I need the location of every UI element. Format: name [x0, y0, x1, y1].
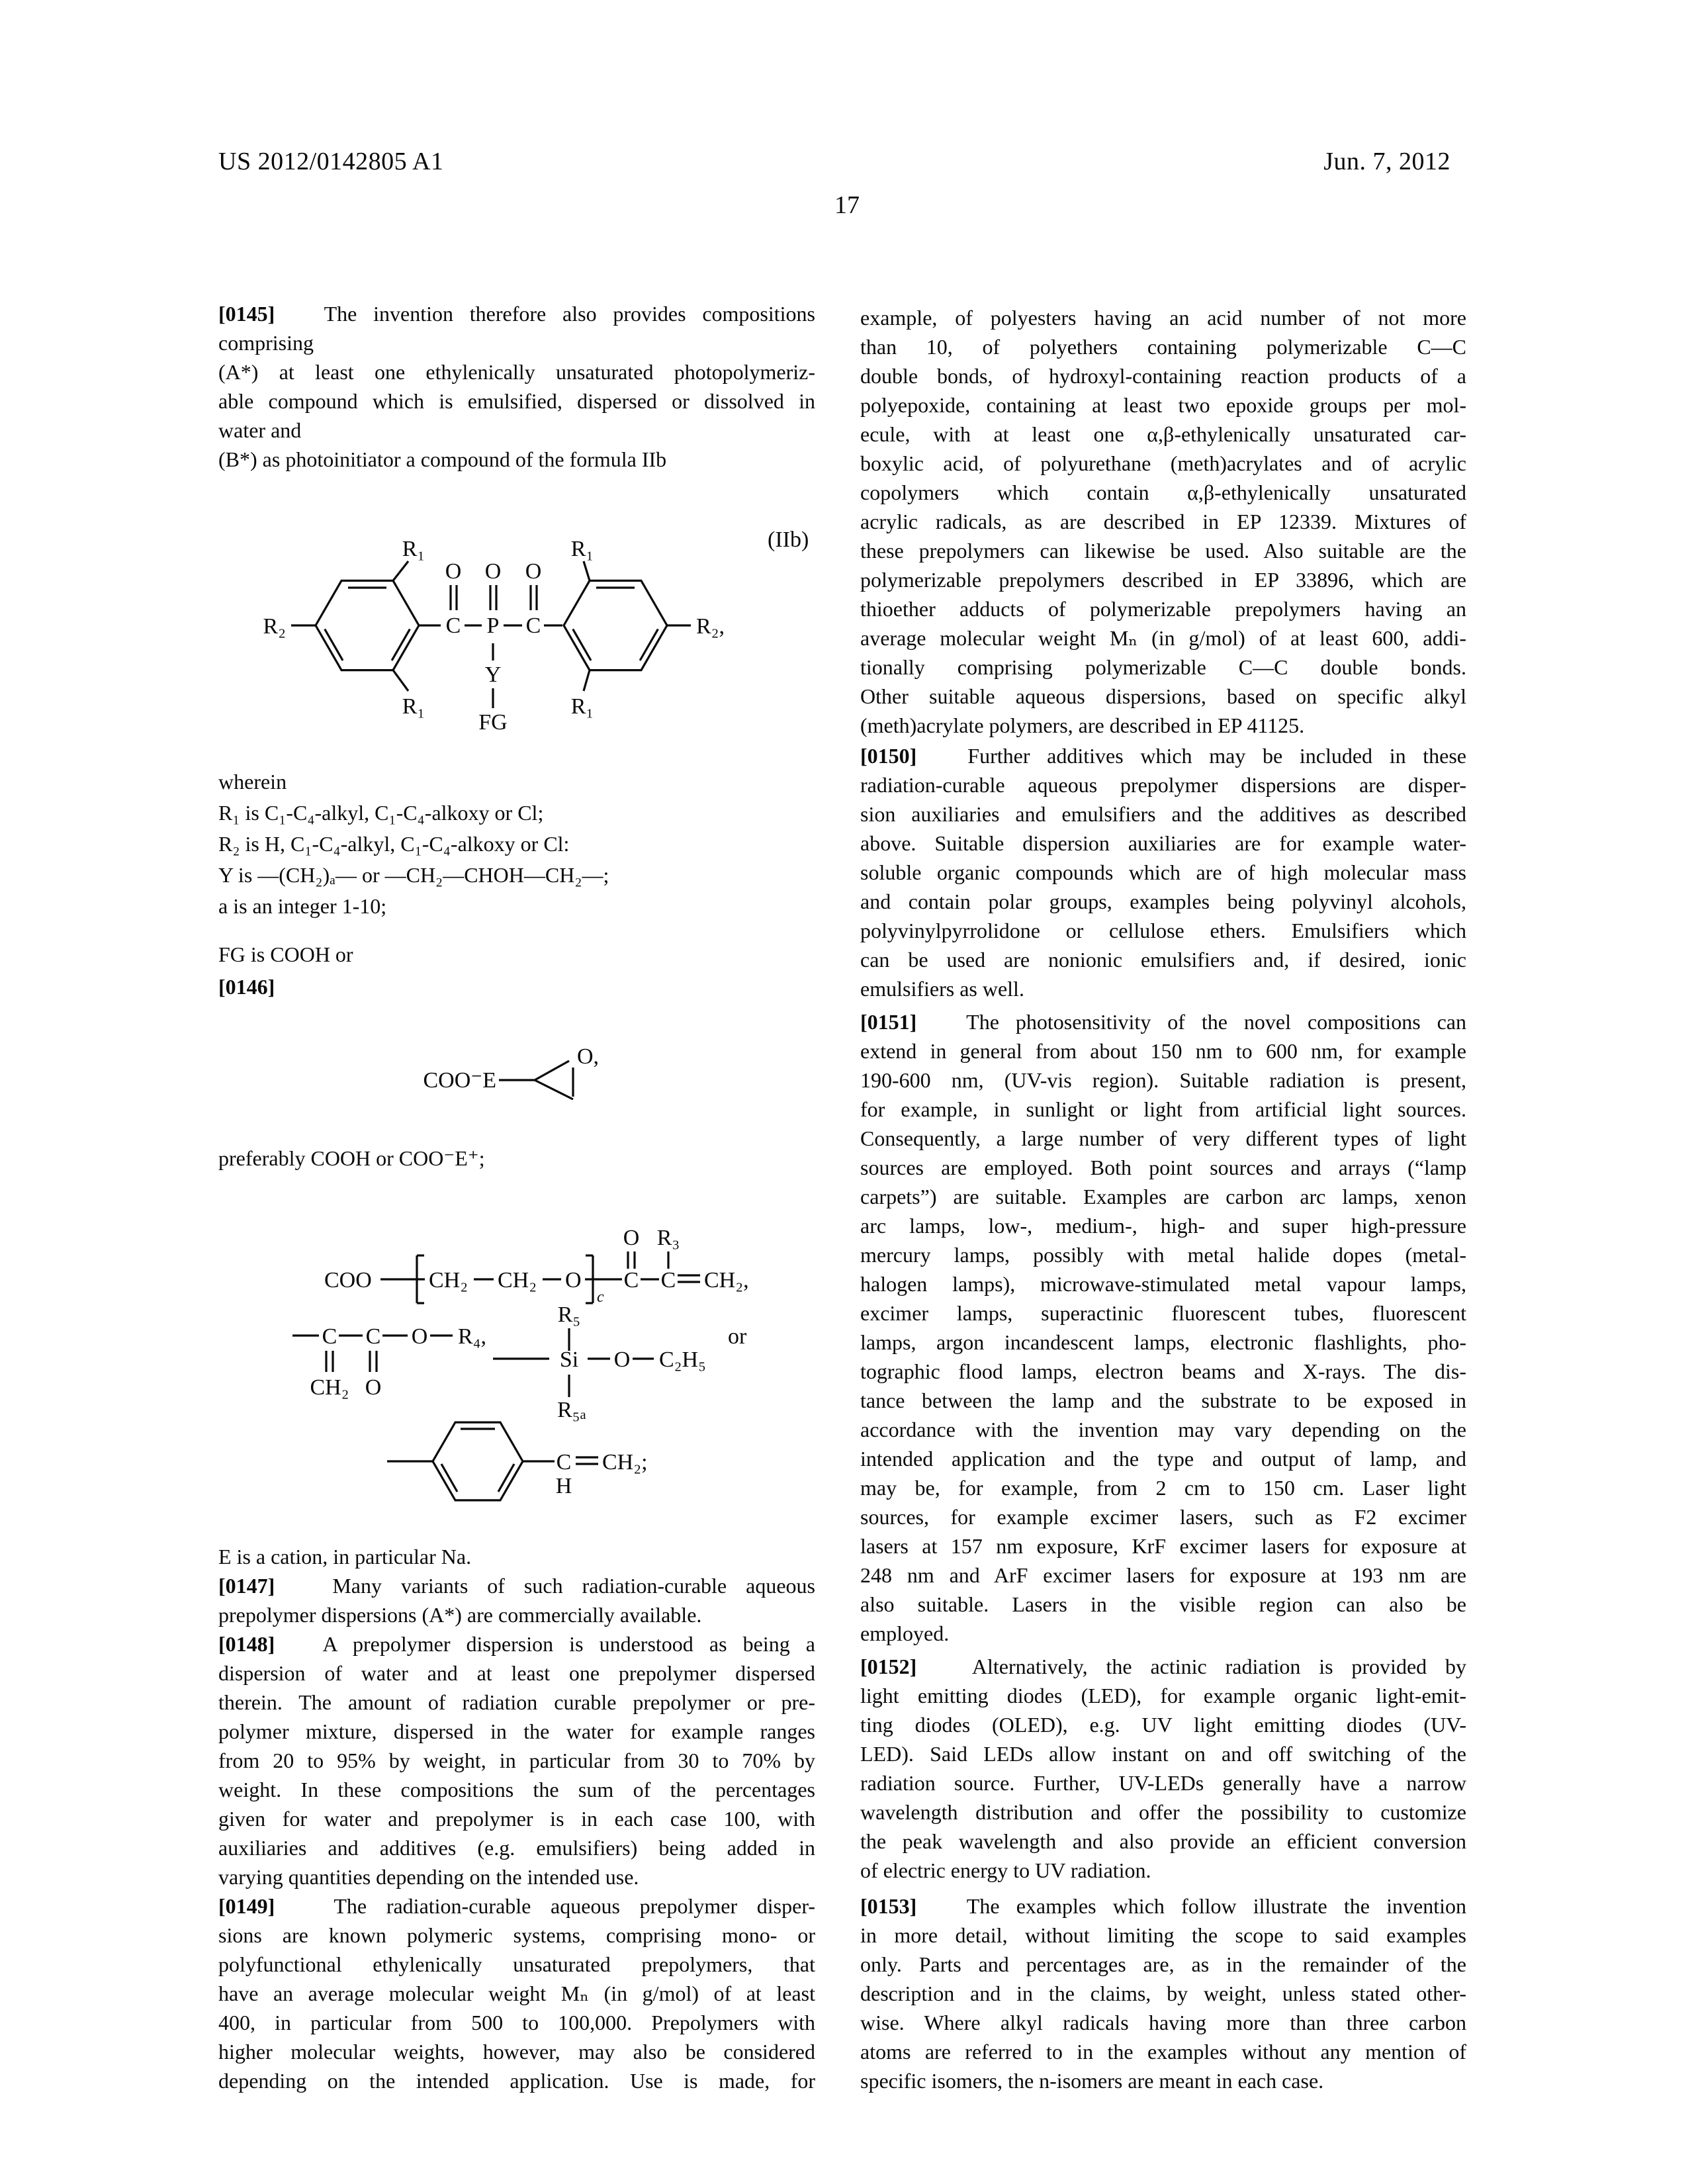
paragraph-0153: [860, 1891, 1466, 2095]
text-line: [0150] Further additives which may be included in these: [860, 744, 1466, 768]
text-line: sources are employed. Both point sources and arrays (“lamp: [860, 1156, 1466, 1179]
atom-o: O,: [577, 1044, 600, 1069]
text-line: intended application and the type and output of lamp, and: [860, 1447, 1466, 1471]
text-line: R₁ is C₁-C₄-alkyl, C₁-C₄-alkoxy or Cl;: [218, 801, 544, 825]
text-line: (meth)acrylate polymers, are described in EP 41125.: [860, 713, 1305, 737]
text-line: only. Parts and percentages are, as in the remainder of the: [860, 1952, 1466, 1976]
text-line: in more detail, without limiting the scope to said examples: [860, 1923, 1466, 1947]
text-line: also suitable. Lasers in the visible region can also be: [860, 1592, 1466, 1616]
benzene-ring: [433, 1422, 523, 1500]
text-line: [0152] Alternatively, the actinic radiation is provided by: [860, 1655, 1466, 1678]
text-line: than 10, of polyethers containing polymerizable C—C: [860, 335, 1466, 359]
paragraph-0150: [860, 741, 1466, 1003]
atom-c: C: [322, 1324, 337, 1349]
atom-c: C: [365, 1324, 381, 1349]
atom-o: O: [565, 1268, 582, 1293]
text-line: extend in general from about 150 nm to 600 nm, for example: [860, 1039, 1466, 1063]
text-line: accordance with the invention may vary depending on the: [860, 1418, 1466, 1441]
text-line: [0153] The examples which follow illustrate the invention: [860, 1894, 1466, 1918]
text-line: halogen lamps), microwave-stimulated metal vapour lamps,: [860, 1272, 1466, 1296]
text-line: sources, for example excimer lasers, such as F2 excimer: [860, 1505, 1466, 1529]
text-line: comprising: [218, 331, 314, 355]
atom-o: O: [484, 559, 502, 584]
atom-h: H: [555, 1474, 572, 1498]
atom-o: O: [613, 1347, 631, 1372]
text-line: have an average molecular weight Mₙ (in g/mol) of at least: [218, 1981, 815, 2005]
or-label: or: [728, 1324, 747, 1349]
text-line: radiation source. Further, UV-LEDs generally have a narrow: [860, 1771, 1466, 1795]
text-line: [0146]: [218, 975, 275, 999]
group-ch2: CH₂;: [602, 1450, 648, 1475]
atom-c: C: [556, 1450, 572, 1475]
chemical-structure-epoxide: [397, 1029, 662, 1142]
substituent-r4: R₄,: [458, 1324, 487, 1349]
text-line: 400, in particular from 500 to 100,000. Prepolymers with: [218, 2011, 815, 2034]
text-line: able compound which is emulsified, dispersed or dissolved in: [218, 389, 815, 413]
paragraph-0145: [218, 299, 815, 474]
text-line: tance between the lamp and the substrate to be exposed in: [860, 1388, 1466, 1412]
text-line: from 20 to 95% by weight, in particular from 30 to 70% by: [218, 1749, 815, 1772]
atom-c: C: [525, 614, 541, 638]
text-line: excimer lamps, superactinic fluorescent tubes, fluorescent: [860, 1301, 1466, 1325]
text-line: 248 nm and ArF excimer lasers for exposure at 193 nm are: [860, 1563, 1466, 1587]
text-line: and contain polar groups, examples being polyvinyl alcohols,: [860, 889, 1466, 913]
text-line: [0149] The radiation-curable aqueous prepolymer disper-: [218, 1894, 815, 1918]
text-line: example, of polyesters having an acid number of not more: [860, 306, 1466, 330]
substituent-r5a: R₅ₐ: [557, 1398, 586, 1422]
text-line: copolymers which contain α,β-ethylenically unsaturated: [860, 480, 1466, 504]
paragraph-continuation: [860, 303, 1466, 740]
group-y: Y: [484, 662, 502, 687]
text-line: employed.: [860, 1621, 950, 1645]
text-line: polymerizable prepolymers described in EP 33896, which are: [860, 568, 1466, 592]
text-line: dispersion of water and at least one prepolymer dispersed: [218, 1661, 815, 1685]
text-line: varying quantities depending on the intended use.: [218, 1865, 639, 1889]
text-line: prepolymer dispersions (A*) are commercially available.: [218, 1603, 702, 1627]
text-line: ting diodes (OLED), e.g. UV light emitting diodes (UV-: [860, 1713, 1466, 1737]
text-line: auxiliaries and additives (e.g. emulsifiers) being added in: [218, 1836, 815, 1860]
group-ch2: CH₂: [310, 1375, 349, 1400]
text-line: can be used are nonionic emulsifiers and, if desired, ionic: [860, 948, 1466, 972]
text-line: sions are known polymeric systems, comprising mono- or: [218, 1923, 815, 1947]
text-line: therein. The amount of radiation curable prepolymer or pre-: [218, 1690, 815, 1714]
text-line: [0148] A prepolymer dispersion is understood as being a: [218, 1632, 815, 1656]
text-line: polymer mixture, dispersed in the water for example ranges: [218, 1719, 815, 1743]
text-line: tionally comprising polymerizable C—C double bonds.: [860, 655, 1466, 679]
e-cation-line: E is a cation, in particular Na.: [218, 1545, 472, 1569]
group-c2h5: C₂H₅: [659, 1347, 706, 1372]
substituent-r2: R₂: [263, 614, 286, 639]
text-line: the peak wavelength and also provide an efficient conversion: [860, 1829, 1466, 1853]
substituent-r1: R₁: [402, 537, 425, 561]
text-line: polyfunctional ethylenically unsaturated prepolymers, that: [218, 1952, 815, 1976]
text-line: tographic flood lamps, electron beams and X-rays. The dis-: [860, 1359, 1466, 1383]
text-line: [0147] Many variants of such radiation-curable aqueous: [218, 1574, 815, 1598]
wherein-definitions: [218, 766, 815, 922]
group-coo: COO: [324, 1268, 372, 1293]
text-line: LED). Said LEDs allow instant on and off switching of the: [860, 1742, 1466, 1766]
text-line: Other suitable aqueous dispersions, based on specific alkyl: [860, 684, 1466, 708]
text-line: (A*) at least one ethylenically unsaturated photopolymeriz-: [218, 360, 815, 384]
group-ch2-end: CH₂,: [704, 1268, 749, 1293]
atom-p: P: [486, 614, 500, 638]
atom-c: C: [660, 1268, 676, 1293]
text-line: polyvinylpyrrolidone or cellulose ethers. Emulsifiers which: [860, 919, 1466, 942]
text-line: [0151] The photosensitivity of the novel compositions can: [860, 1010, 1466, 1034]
substituent-r3: R₃: [656, 1226, 680, 1250]
text-line: average molecular weight Mₙ (in g/mol) of at least 600, addi-: [860, 626, 1466, 650]
paragraph-0149: [218, 1891, 815, 2095]
text-line: higher molecular weights, however, may also be considered: [218, 2040, 815, 2064]
text-line: (B*) as photoinitiator a compound of the formula IIb: [218, 447, 667, 471]
atom-c: C: [623, 1268, 639, 1293]
substituent-r5: R₅: [557, 1302, 581, 1327]
text-line: arc lamps, low-, medium-, high- and super high-pressure: [860, 1214, 1466, 1238]
text-line: wise. Where alkyl radicals having more than three carbon: [860, 2011, 1466, 2034]
text-line: these prepolymers can likewise be used. Also suitable are the: [860, 539, 1466, 563]
atom-o: O: [365, 1375, 382, 1400]
text-line: soluble organic compounds which are of high molecular mass: [860, 860, 1466, 884]
bond-lines: [499, 1061, 573, 1099]
chemical-structure-chain-acrylate-silane: [285, 1221, 821, 1426]
group-coo-e: COO⁻E: [423, 1068, 496, 1093]
page-number: 17: [834, 191, 860, 219]
text-line: light emitting diodes (LED), for example organic light-emit-: [860, 1684, 1466, 1707]
paragraph-0146: [218, 972, 815, 1003]
text-line: polyepoxide, containing at least two epoxide groups per mol-: [860, 393, 1466, 417]
atom-o: O: [445, 559, 462, 584]
paragraph-0151: [860, 1007, 1466, 1648]
text-line: 190-600 nm, (UV-vis region). Suitable radiation is present,: [860, 1068, 1466, 1092]
text-line: weight. In these compositions the sum of the percentages: [218, 1778, 815, 1801]
group-ch2: CH₂: [429, 1268, 468, 1293]
text-line: atoms are referred to in the examples without any mention of: [860, 2040, 1466, 2064]
text-line: acrylic radicals, as are described in EP 12339. Mixtures of: [860, 510, 1466, 533]
substituent-r1: R₁: [570, 537, 594, 561]
text-line: mercury lamps, possibly with metal halide dopes (metal-: [860, 1243, 1466, 1267]
group-fg: FG: [478, 710, 508, 735]
text-line: lasers at 157 nm exposure, KrF excimer lasers for exposure at: [860, 1534, 1466, 1558]
atom-o: O: [623, 1226, 640, 1250]
paragraph-0148: [218, 1629, 815, 1891]
text-line: a is an integer 1-10;: [218, 894, 387, 918]
text-line: carpets”) are suitable. Examples are carbon arc lamps, xenon: [860, 1185, 1466, 1208]
paragraph-0147: [218, 1571, 815, 1629]
text-line: [0145] The invention therefore also provides compositions: [218, 302, 815, 326]
formula-iib-label: (IIb): [768, 527, 809, 552]
text-line: wherein: [218, 770, 287, 794]
atom-o: O: [525, 559, 542, 584]
header-doc-number: US 2012/0142805 A1: [218, 148, 444, 175]
benzene-ring-left: [316, 580, 419, 670]
text-line: lamps, argon incandescent lamps, electronic flashlights, pho-: [860, 1330, 1466, 1354]
text-line: for example, in sunlight or light from artificial light sources.: [860, 1097, 1466, 1121]
text-line: double bonds, of hydroxyl-containing reaction products of a: [860, 364, 1466, 388]
text-line: R₂ is H, C₁-C₄-alkyl, C₁-C₄-alkoxy or Cl:: [218, 832, 570, 856]
text-line: given for water and prepolymer is in each case 100, with: [218, 1807, 815, 1831]
text-line: of electric energy to UV radiation.: [860, 1858, 1151, 1882]
text-line: description and in the claims, by weight, unless stated other-: [860, 1981, 1466, 2005]
text-line: may be, for example, from 2 cm to 150 cm. Laser light: [860, 1476, 1466, 1500]
text-line: emulsifiers as well.: [860, 977, 1024, 1001]
substituent-r1: R₁: [402, 694, 425, 719]
preferably-line: preferably COOH or COO⁻E⁺;: [218, 1146, 485, 1170]
paragraph-0152: [860, 1652, 1466, 1885]
atom-si: Si: [559, 1347, 579, 1372]
text-line: ecule, with at least one α,β-ethylenically unsaturated car-: [860, 422, 1466, 446]
text-line: specific isomers, the n-isomers are meant in each case.: [860, 2069, 1324, 2093]
text-line: thioether adducts of polymerizable prepolymers having an: [860, 597, 1466, 621]
fg-definition-line: FG is COOH or: [218, 942, 353, 966]
substituent-r1: R₁: [570, 694, 594, 719]
atom-c: C: [445, 614, 461, 638]
text-line: boxylic acid, of polyurethane (meth)acrylates and of acrylic: [860, 451, 1466, 475]
benzene-ring-right: [564, 580, 667, 670]
text-line: Consequently, a large number of very different types of light: [860, 1126, 1466, 1150]
text-line: wavelength distribution and offer the possibility to customize: [860, 1800, 1466, 1824]
group-ch2: CH₂: [498, 1268, 537, 1293]
substituent-r2-comma: R₂,: [696, 614, 725, 639]
text-line: above. Suitable dispersion auxiliaries are for example water-: [860, 831, 1466, 855]
atom-o: O: [411, 1324, 428, 1349]
chemical-structure-formula-iib: [245, 518, 840, 746]
text-line: depending on the intended application. Use is made, for: [218, 2069, 815, 2093]
header-date: Jun. 7, 2012: [1323, 148, 1450, 175]
repeat-index-c: c: [597, 1289, 604, 1306]
text-line: radiation-curable aqueous prepolymer dispersions are disper-: [860, 773, 1466, 797]
text-line: sion auxiliaries and emulsifiers and the additives as described: [860, 802, 1466, 826]
text-line: Y is —(CH₂)ₐ— or —CH₂—CHOH—CH₂—;: [218, 863, 609, 887]
text-line: water and: [218, 418, 302, 442]
